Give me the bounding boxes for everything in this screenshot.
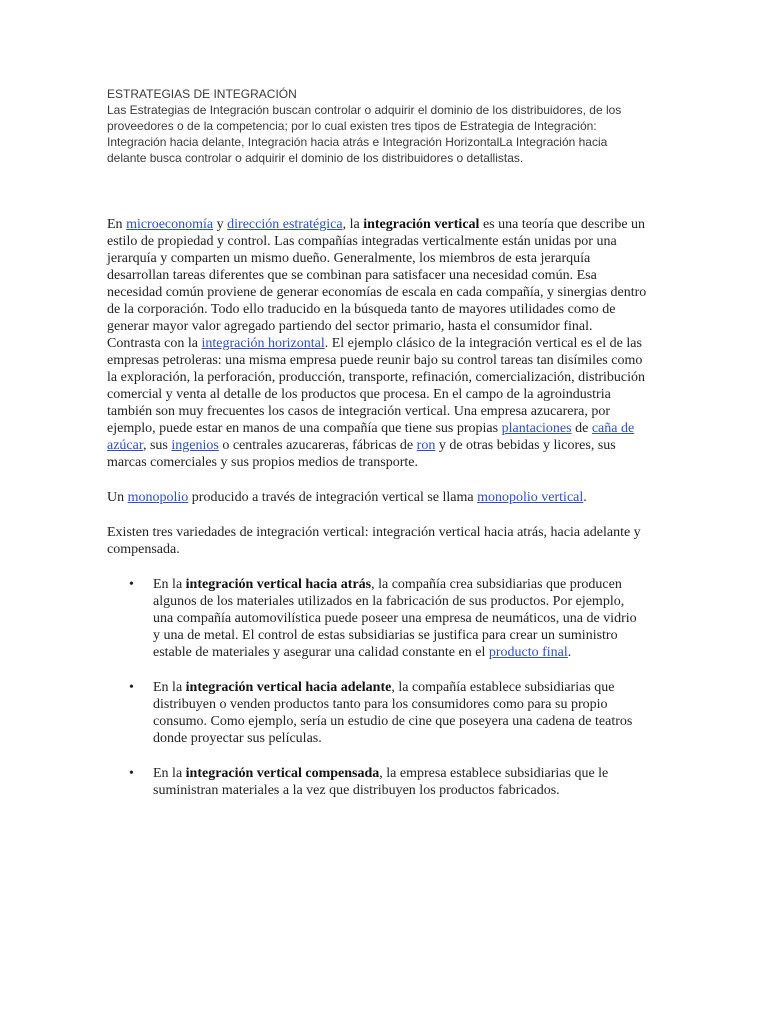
link-monopolio[interactable]: monopolio: [127, 490, 189, 505]
text-run: producido a través de integración vertical se llama: [188, 490, 478, 505]
link-cana-de-azucar[interactable]: caña de azúcar: [107, 421, 635, 453]
link-ingenios[interactable]: ingenios: [171, 438, 219, 453]
paragraph-definition: [107, 216, 647, 471]
intro-text: Las Estrategias de Integración buscan controlar o adquirir el dominio de los distribuidores, de los proveedores o de la competencia; por lo cual existen tres tipos de Estrategia de Integración: Integración hacia delante, Integración hacia atrás e Integración HorizontalLa Integración hacia delante busca controlar o adquirir el dominio de los distribuidores o detallistas.: [107, 103, 622, 165]
variedades-list: [107, 576, 647, 799]
intro-title: ESTRATEGIAS DE INTEGRACIÓN: [107, 87, 297, 101]
term-compensada: integración vertical compensada: [185, 766, 380, 781]
bullet-icon: •: [129, 577, 134, 592]
link-integracion-horizontal[interactable]: integración horizontal: [201, 336, 325, 351]
list-item-hacia-adelante: [107, 679, 647, 747]
list-item-hacia-atras: [107, 576, 647, 661]
text-run: . El ejemplo clásico de la integración vertical es el de las empresas petroleras: una misma empresa puede reunir bajo su control tareas tan disímiles como la exploración, la perforación, producción, transporte, refinación, comercialización, distribución comercial y venta al detalle de los productos que procesa. En el campo de la agroindustria también son muy frecuentes los casos de integración vertical. Una empresa azucarera, por ejemplo, puede estar en manos de una compañía que tiene sus propias: [107, 336, 646, 436]
link-microeconomia[interactable]: microeconomía: [126, 217, 214, 232]
bullet-icon: •: [129, 766, 134, 781]
link-ron[interactable]: ron: [416, 438, 436, 453]
text-run: En la: [153, 577, 186, 592]
text-run: Un: [107, 490, 128, 505]
text-run: .: [567, 645, 572, 660]
paragraph-monopolio: [107, 489, 647, 506]
bullet-icon: •: [129, 680, 134, 695]
text-run: , la empresa establece subsidiarias que le suministran materiales a la vez que distribuyen los productos fabricados.: [153, 766, 609, 798]
link-monopolio-vertical[interactable]: monopolio vertical: [477, 490, 584, 505]
text-run: , la: [342, 217, 364, 232]
text-run: , la compañía crea subsidiarias que producen algunos de los materiales utilizados en la fabricación de sus productos. Por ejemplo, una compañía automovilística puede poseer una empresa de neumáticos, una de vidrio y una de metal. El control de estas subsidiarias se justifica para crear un suministro estable de materiales y asegurar una calidad constante en el: [153, 577, 637, 660]
text-run: , la compañía establece subsidiarias que distribuyen o venden productos tanto para los consumidores como para su propio consumo. Como ejemplo, sería un estudio de cine que poseyera una cadena de teatros donde proyectar sus películas.: [153, 680, 633, 746]
text-run: y de otras bebidas y licores, sus marcas comerciales y sus propios medios de transporte.: [107, 438, 616, 470]
text-run: En la: [153, 680, 186, 695]
term-hacia-adelante: integración vertical hacia adelante: [185, 680, 392, 695]
text-run: .: [583, 490, 587, 505]
text-run: En la: [153, 766, 186, 781]
term-hacia-atras: integración vertical hacia atrás: [185, 577, 372, 592]
text-run: y: [213, 217, 228, 232]
article-body: [107, 216, 647, 817]
text-run: En: [107, 217, 127, 232]
text-run: de: [571, 421, 592, 436]
paragraph-variedades: Existen tres variedades de integración vertical: integración vertical hacia atrás, hacia adelante y compensada.: [107, 525, 641, 557]
link-plantaciones[interactable]: plantaciones: [501, 421, 572, 436]
intro-block: [107, 86, 647, 166]
list-item-compensada: [107, 765, 647, 799]
text-run: es una teoría que describe un estilo de propiedad y control. Las compañías integradas verticalmente están unidas por una jerarquía y comparten un mismo dueño. Generalmente, los miembros de esta jerarquía desarrollan tareas diferentes que se combinan para satisfacer una necesidad común. Esa necesidad común proviene de generar economías de escala en cada compañía, y sinergias dentro de la corporación. Todo ello traducido en la búsqueda tanto de mayores utilidades como de generar mayor valor agregado partiendo del sector primario, hasta el consumidor final. Contrasta con la: [107, 217, 647, 351]
term-integracion-vertical: integración vertical: [363, 217, 480, 232]
link-producto-final[interactable]: producto final: [488, 645, 568, 660]
text-run: o centrales azucareras, fábricas de: [218, 438, 417, 453]
link-direccion-estrategica[interactable]: dirección estratégica: [227, 217, 343, 232]
text-run: , sus: [142, 438, 172, 453]
